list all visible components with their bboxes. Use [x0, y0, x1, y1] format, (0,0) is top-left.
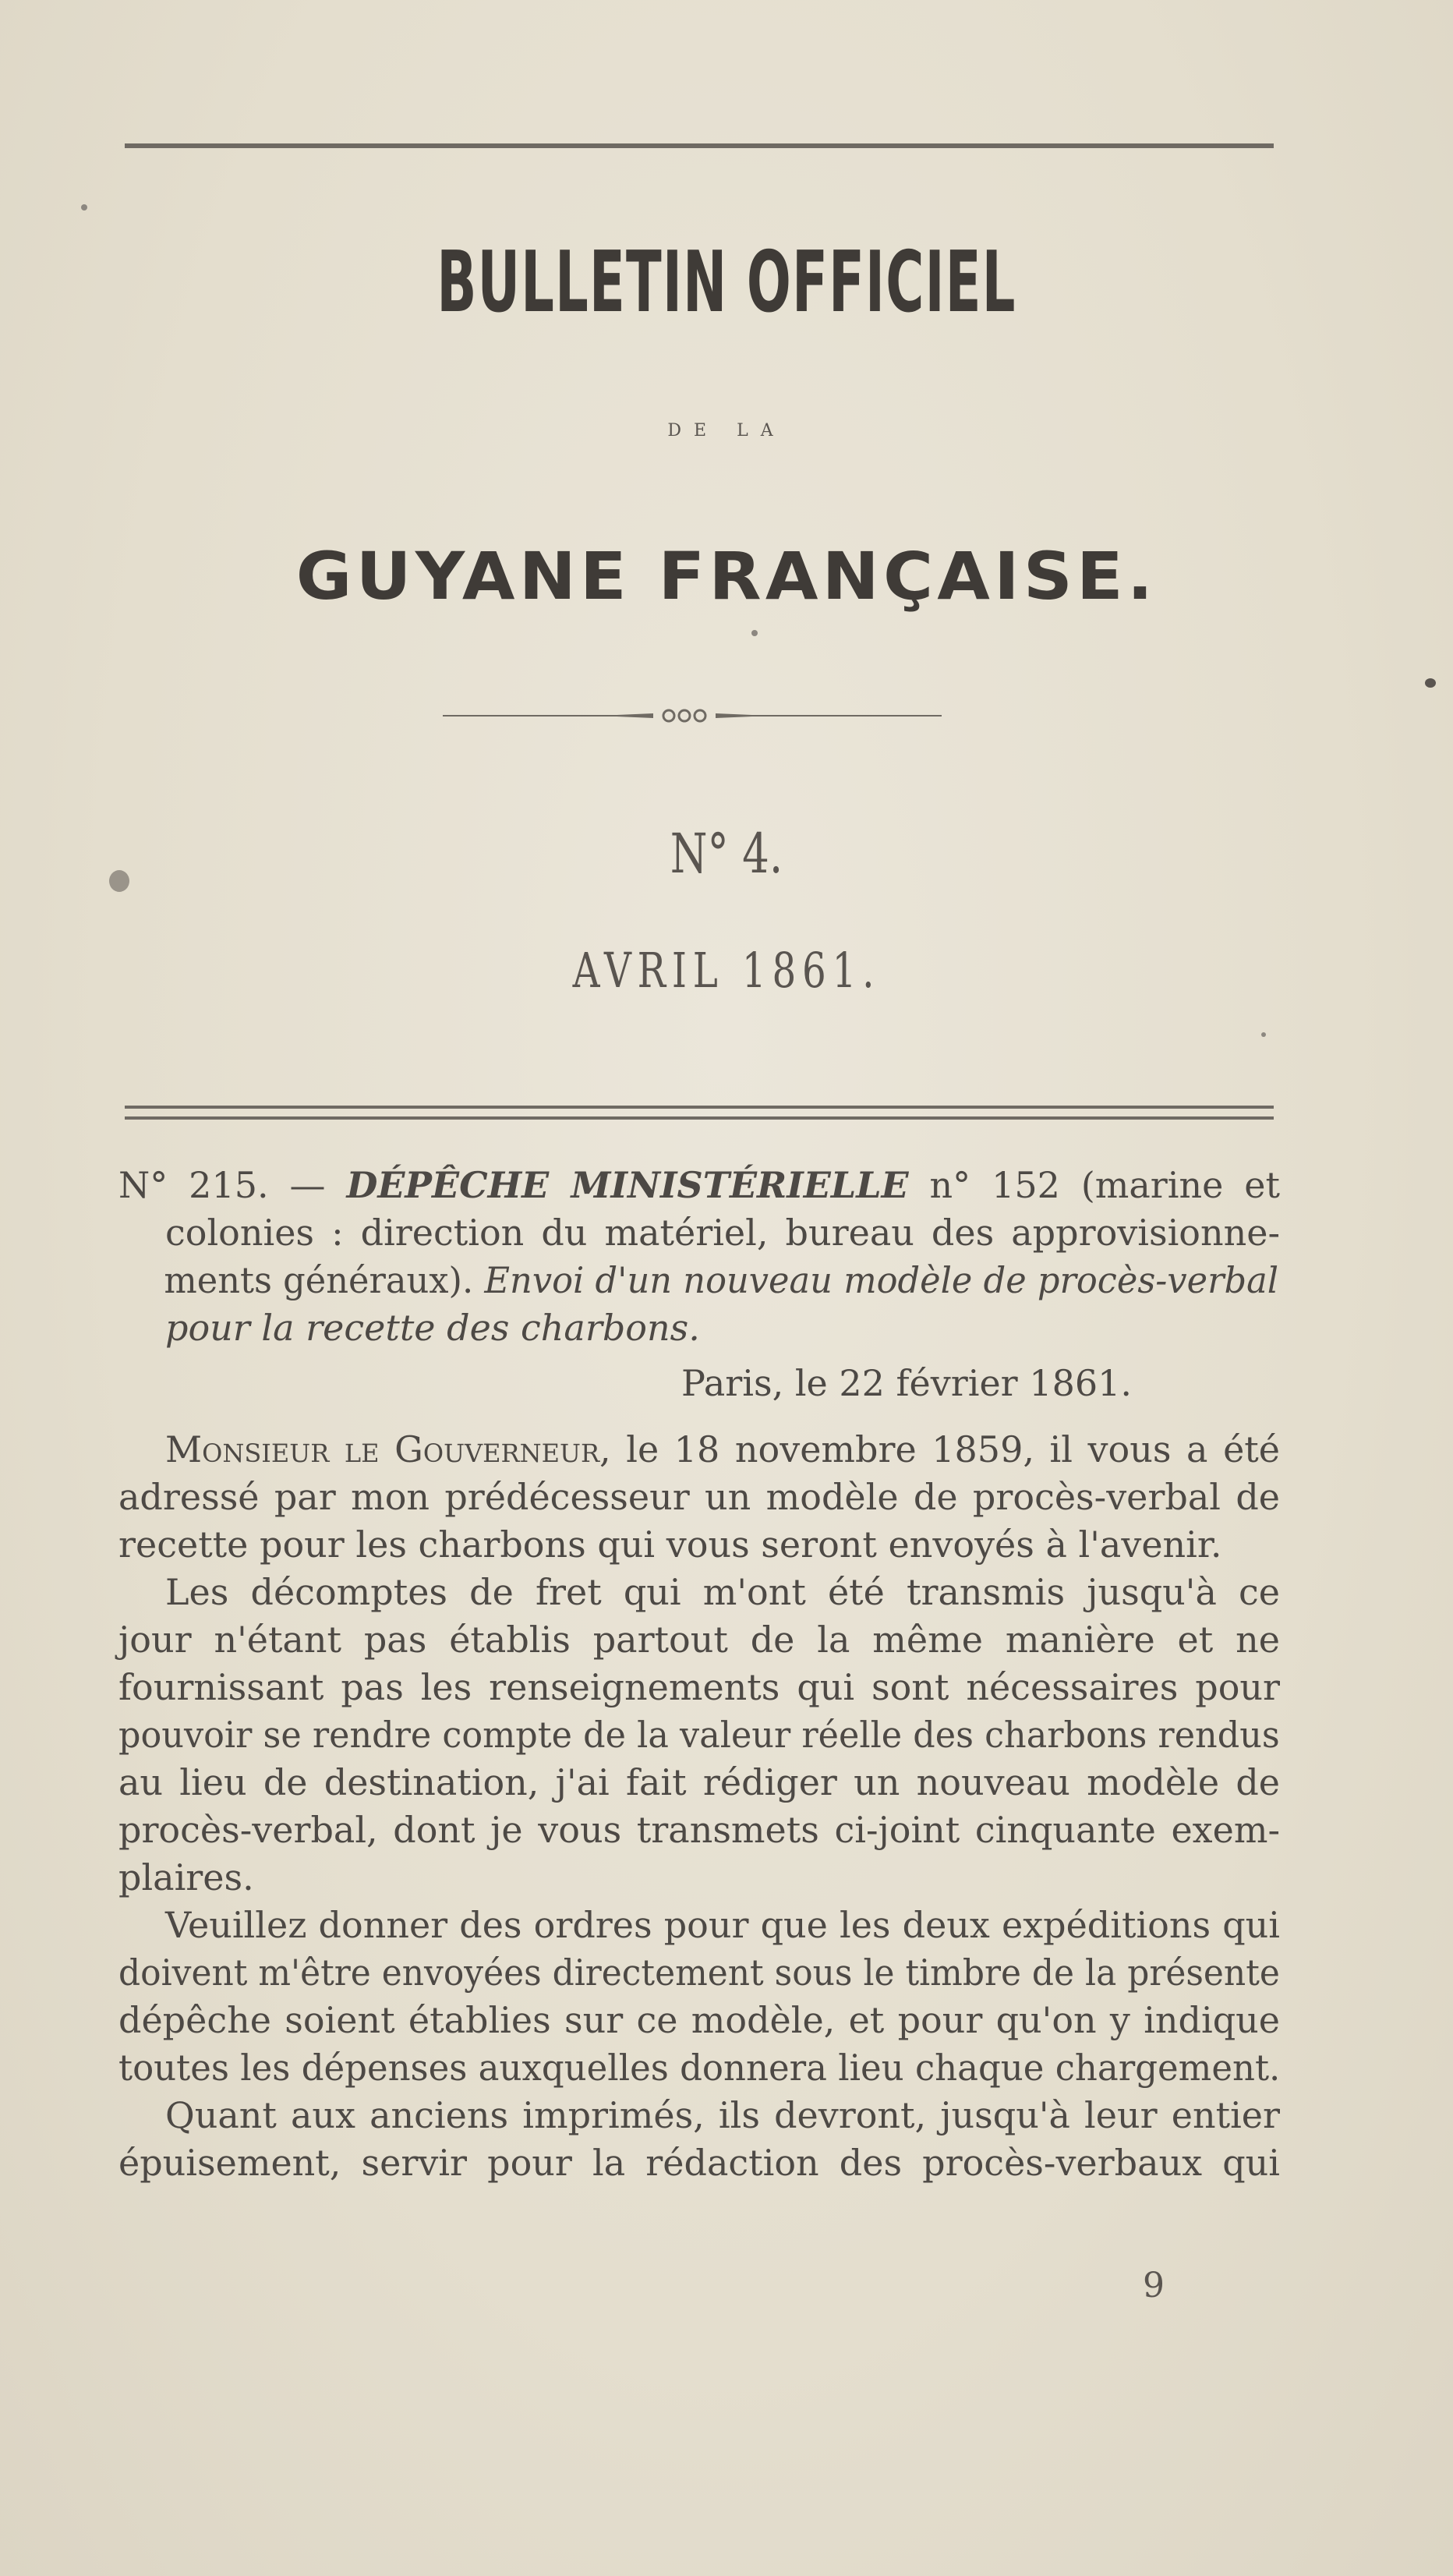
- dispatch-subject: Envoi d'un nouveau modèle de procès-verbal: [484, 1259, 1279, 1301]
- place-date: Paris, le 22 février 1861.: [681, 1362, 1132, 1404]
- paragraph-3-line-4: toutes les dépenses auxquelles donnera lieu chaque chargement.: [118, 2047, 1281, 2089]
- ornament-divider: [443, 706, 942, 725]
- paragraph-1-line-3: recette pour les charbons qui vous seront envoyés à l'avenir.: [118, 1523, 1222, 1566]
- issue-date: AVRIL 1861.: [572, 942, 881, 999]
- dispatch-heading-line-3: [118, 1257, 1279, 1304]
- paper-speck: [1425, 678, 1436, 688]
- masthead-connector: DE LA: [667, 421, 786, 441]
- issue-number: N° 4.: [670, 822, 783, 886]
- paragraph-1-text: le 18 novembre 1859, il vous a été: [626, 1428, 1280, 1470]
- salutation: Monsieur le Gouverneur,: [165, 1428, 627, 1470]
- paragraph-3-line-2: doivent m'être envoyées directement sous le timbre de la présente: [118, 1951, 1280, 1994]
- paper-speck: [1261, 1032, 1266, 1037]
- dispatch-heading-line-2: colonies : direction du matériel, bureau des approvisionne-: [165, 1212, 1280, 1254]
- dispatch-heading-line-4: pour la recette des charbons.: [165, 1307, 700, 1349]
- paper-speck: [751, 630, 758, 636]
- paragraph-2-line-2: jour n'étant pas établis partout de la même manière et ne: [118, 1619, 1280, 1661]
- dispatch-heading-line-1: [118, 1162, 1280, 1209]
- double-rule: [125, 1106, 1274, 1120]
- paragraph-3-line-1: Veuillez donner des ordres pour que les deux expéditions qui: [165, 1904, 1280, 1946]
- masthead-title: BULLETIN OFFICIEL: [437, 234, 1016, 331]
- paragraph-3-line-3: dépêche soient établies sur ce modèle, et pour qu'on y indique: [118, 1999, 1280, 2041]
- dispatch-body: [118, 1162, 1280, 2187]
- paragraph-2-line-3: fournissant pas les renseignements qui sont nécessaires pour: [118, 1666, 1280, 1708]
- paper-speck: [109, 870, 129, 892]
- dispatch-heading-plain: ments généraux).: [164, 1259, 485, 1301]
- paragraph-4-line-2: épuisement, servir pour la rédaction des procès-verbaux qui: [118, 2142, 1280, 2184]
- paragraph-2-line-5: au lieu de destination, j'ai fait rédiger un nouveau modèle de: [118, 1761, 1280, 1803]
- page-number: 9: [1143, 2266, 1165, 2305]
- paragraph-1-line-2: adressé par mon prédécesseur un modèle de procès-verbal de: [118, 1476, 1280, 1518]
- paragraph-2-line-7: plaires.: [118, 1856, 254, 1898]
- dispatch-label: DÉPÊCHE MINISTÉRIELLE: [346, 1164, 909, 1206]
- dispatch-ref: n° 152 (marine et: [908, 1164, 1280, 1206]
- dispatch-number: N° 215. —: [118, 1164, 347, 1206]
- paper-speck: [81, 204, 87, 211]
- paragraph-2-line-1: Les décomptes de fret qui m'ont été transmis jusqu'à ce: [165, 1571, 1280, 1613]
- paragraph-4-line-1: Quant aux anciens imprimés, ils devront, jusqu'à leur entier: [165, 2094, 1280, 2136]
- paragraph-1-line-1: [118, 1426, 1280, 1474]
- top-rule: [125, 143, 1274, 148]
- paragraph-2-line-4: pouvoir se rendre compte de la valeur réelle des charbons rendus: [118, 1714, 1280, 1756]
- masthead-subtitle: GUYANE FRANÇAISE.: [295, 538, 1158, 614]
- paragraph-2-line-6: procès-verbal, dont je vous transmets ci-joint cinquante exem-: [118, 1809, 1280, 1851]
